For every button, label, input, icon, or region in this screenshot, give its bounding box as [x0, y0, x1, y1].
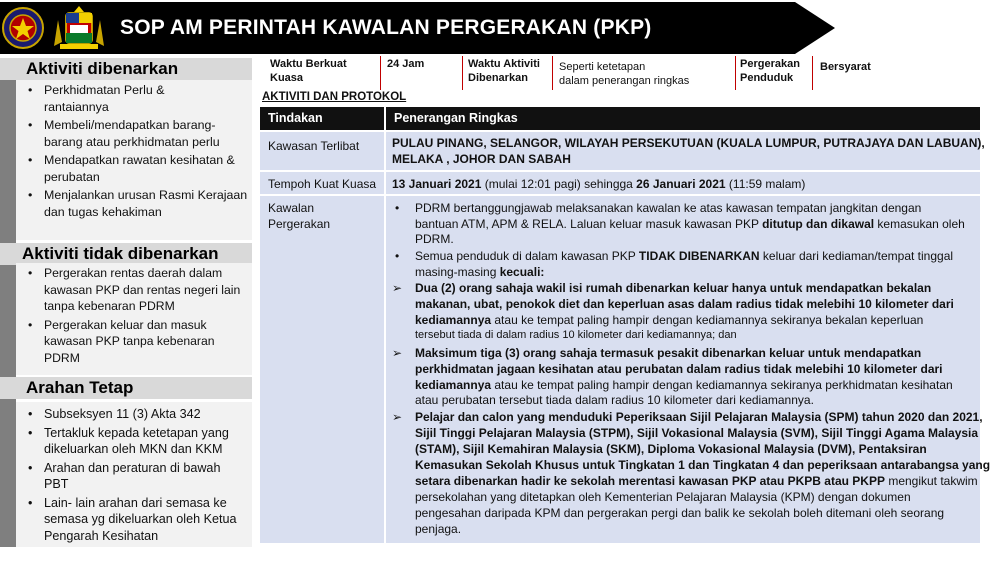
movement-value: Bersyarat [820, 61, 871, 73]
section-accent-bar [0, 377, 16, 547]
list-item-line: perubatan [44, 169, 100, 184]
header-banner [0, 0, 960, 56]
list-item [16, 152, 252, 185]
paragraph-line: persekolahan yang ditetapkan oleh Kementerian Pelajaran Malaysia (KPM) dengan dokumen [415, 490, 911, 504]
malaysia-coat-of-arms-icon [46, 4, 112, 52]
period-value: 13 Januari 2021 (mulai 12:01 pagi) sehingga 26 Januari 2021 (11:59 malam) [392, 177, 806, 191]
paragraph-line: Sijil Tinggi Pelajaran Malaysia (STPM), Sijil Vokasional Malaysia (SVM), Sijil Tinggi Agama Malaysia [415, 426, 979, 440]
bullet: • [395, 249, 400, 263]
directives-box [16, 402, 252, 547]
list-item-line: • Subseksyen 11 (3) Akta 342 [44, 407, 201, 421]
directives-title: Arahan Tetap [0, 377, 252, 399]
paragraph-line: Semua penduduk di dalam kawasan PKP TIDAK DIBENARKAN keluar dari kediaman/tempat tinggal [415, 249, 954, 263]
info-divider [735, 56, 736, 90]
list-item-line: • Pergerakan keluar dan masuk [44, 317, 207, 332]
protocol-table [260, 107, 990, 543]
list-item-line: Pengarah Kesihatan [44, 528, 159, 543]
paragraph-line: setara dibenarkan hadir ke sekolah merentasi kawasan PKP atau PKPB atau PKPP mengikut takwim [415, 474, 978, 488]
movement-control-label: Kawalan Pergerakan [268, 201, 331, 231]
paragraph-line: penjaga. [415, 522, 462, 536]
paragraph-line: tersebut tiada di dalam radius 10 kilometer dari kediamannya; dan [415, 329, 737, 341]
not-allowed-activities-title: Aktiviti tidak dibenarkan [0, 243, 252, 265]
list-item-line: semasa yg dikeluarkan oleh Ketua [44, 512, 237, 526]
allowed-activities-list [16, 80, 252, 220]
paragraph-line: Pelajar dan calon yang menduduki Peperiksaan Sijil Pelajaran Malaysia (SPM) tahun 2020 dan 2021, [415, 410, 983, 424]
period-label: Tempoh Kuat Kuasa [268, 177, 377, 191]
section-heading: AKTIVITI DAN PROTOKOL [262, 91, 407, 103]
hours-label: Waktu Berkuat Kuasa [270, 58, 347, 84]
list-item-line: • Tertakluk kepada ketetapan yang [44, 425, 229, 440]
page-title: SOP AM PERINTAH KAWALAN PERGERAKAN (PKP) [120, 16, 652, 39]
info-divider [552, 56, 553, 90]
list-item-line: • Arahan dan peraturan di bawah [44, 460, 221, 475]
paragraph-line: bantuan ATM, APM & RELA. Laluan keluar masuk kawasan PKP ditutup dan dikawal kemasukan oleh [415, 217, 965, 231]
arrow-bullet-icon: ➢ [392, 410, 403, 424]
list-item-line: • Pergerakan rentas daerah dalam [44, 266, 223, 280]
paragraph-line: Dua (2) orang sahaja wakil isi rumah dibenarkan keluar hanya untuk mendapatkan bekalan [415, 281, 932, 295]
list-item-line: PBT [44, 477, 69, 491]
list-item-line: dikeluarkan oleh MKN dan KKM [44, 442, 223, 456]
info-divider [380, 56, 381, 90]
list-item [16, 265, 252, 315]
list-item-line: tanpa kebenaran PDRM [44, 299, 175, 313]
hours-value: 24 Jam [387, 58, 425, 70]
list-item [16, 317, 252, 367]
area-line: MELAKA , JOHOR DAN SABAH [392, 152, 571, 166]
paragraph-line: (STAM), Sijil Kemahiran Malaysia (SKM), Diploma Vokasional Malaysia (DVM), Pentaksiran [415, 442, 927, 456]
info-divider [812, 56, 813, 90]
list-item-line: barang atau perkhidmatan perlu [44, 134, 220, 149]
list-item-line: dan tugas kehakiman [44, 204, 162, 219]
list-item [16, 460, 252, 493]
list-item [16, 495, 252, 545]
list-item-line: kawasan PKP tanpa kebenaran PDRM [44, 334, 215, 365]
paragraph-line: PDRM. [415, 232, 454, 246]
activity-time-label: Waktu Aktiviti Dibenarkan [468, 58, 540, 84]
table-header-description: Penerangan Ringkas [386, 107, 980, 130]
not-allowed-activities-list [16, 263, 252, 366]
arrow-bullet-icon: ➢ [392, 346, 403, 360]
movement-label: Pergerakan Penduduk [740, 58, 800, 84]
list-item-line: • Mendapatkan rawatan kesihatan & [44, 153, 235, 167]
table-header-action: Tindakan [260, 107, 384, 130]
info-divider [462, 56, 463, 90]
paragraph-line: Maksimum tiga (3) orang sahaja termasuk pesakit dibenarkan keluar untuk mendapatkan [415, 346, 922, 360]
area-line: PULAU PINANG, SELANGOR, WILAYAH PERSEKUTUAN (KUALA LUMPUR, PUTRAJAYA DAN LABUAN), [392, 136, 985, 150]
paragraph-line: kediamannya atau ke tempat paling hampir dengan kediamannya sekiranya perkhidmatan kesihatan [415, 378, 953, 392]
paragraph-line: perkhidmatan jagaan kesihatan atau perubatan dalam radius tidak melebihi 10 kilometer dari [415, 362, 943, 376]
directives-list [16, 402, 252, 544]
paragraph-line: makanan, ubat, penokok diet dan keperluan asas dalam radius tidak melebihi 10 kilometer dari [415, 297, 954, 311]
list-item-line: • Membeli/mendapatkan barang- [44, 118, 216, 132]
list-item [16, 406, 252, 423]
paragraph-line: pengesahan daripada KPM dan pergerakan pergi dan balik ke sekolah boleh ditemani oleh seorang [415, 506, 945, 520]
paragraph-line: kediamannya atau ke tempat paling hampir dengan kediamannya sekiranya bekalan keperluan [415, 313, 924, 327]
list-item [16, 425, 252, 458]
area-label: Kawasan Terlibat [268, 139, 360, 153]
not-allowed-activities-box [16, 263, 252, 375]
list-item-line: • Perkhidmatan Perlu & [44, 83, 165, 97]
allowed-activities-title: Aktiviti dibenarkan [0, 58, 252, 80]
paragraph-line: PDRM bertanggungjawab melaksanakan kawalan ke atas kawasan tempatan jangkitan dengan [415, 201, 922, 215]
arrow-bullet-icon: ➢ [392, 281, 403, 295]
bullet: • [395, 201, 400, 215]
list-item [16, 187, 252, 220]
paragraph-line: atau perubatan tersebut tiada dalam radius 10 kilometer dari kediamannya. [415, 393, 814, 407]
allowed-activities-box [16, 80, 252, 240]
list-item [16, 117, 252, 150]
column-divider [384, 107, 386, 543]
section-accent-bar [0, 60, 16, 244]
list-item-line: • Menjalankan urusan Rasmi Kerajaan [44, 188, 248, 202]
list-item-line: • Lain- lain arahan dari semasa ke [44, 495, 227, 510]
paragraph-line: masing-masing kecuali: [415, 265, 545, 279]
paragraph-line: Kemasukan Sekolah Khusus untuk Tingkatan 1 dan Tingkatan 4 dan peperiksaan antarabangsa yang [415, 458, 990, 472]
police-emblem-icon [2, 6, 44, 50]
list-item-line: rantaiannya [44, 99, 109, 114]
activity-time-value: Seperti ketetapan dalam penerangan ringkas [559, 61, 690, 87]
list-item-line: kawasan PKP dan rentas negeri lain [44, 282, 241, 297]
list-item [16, 82, 252, 115]
